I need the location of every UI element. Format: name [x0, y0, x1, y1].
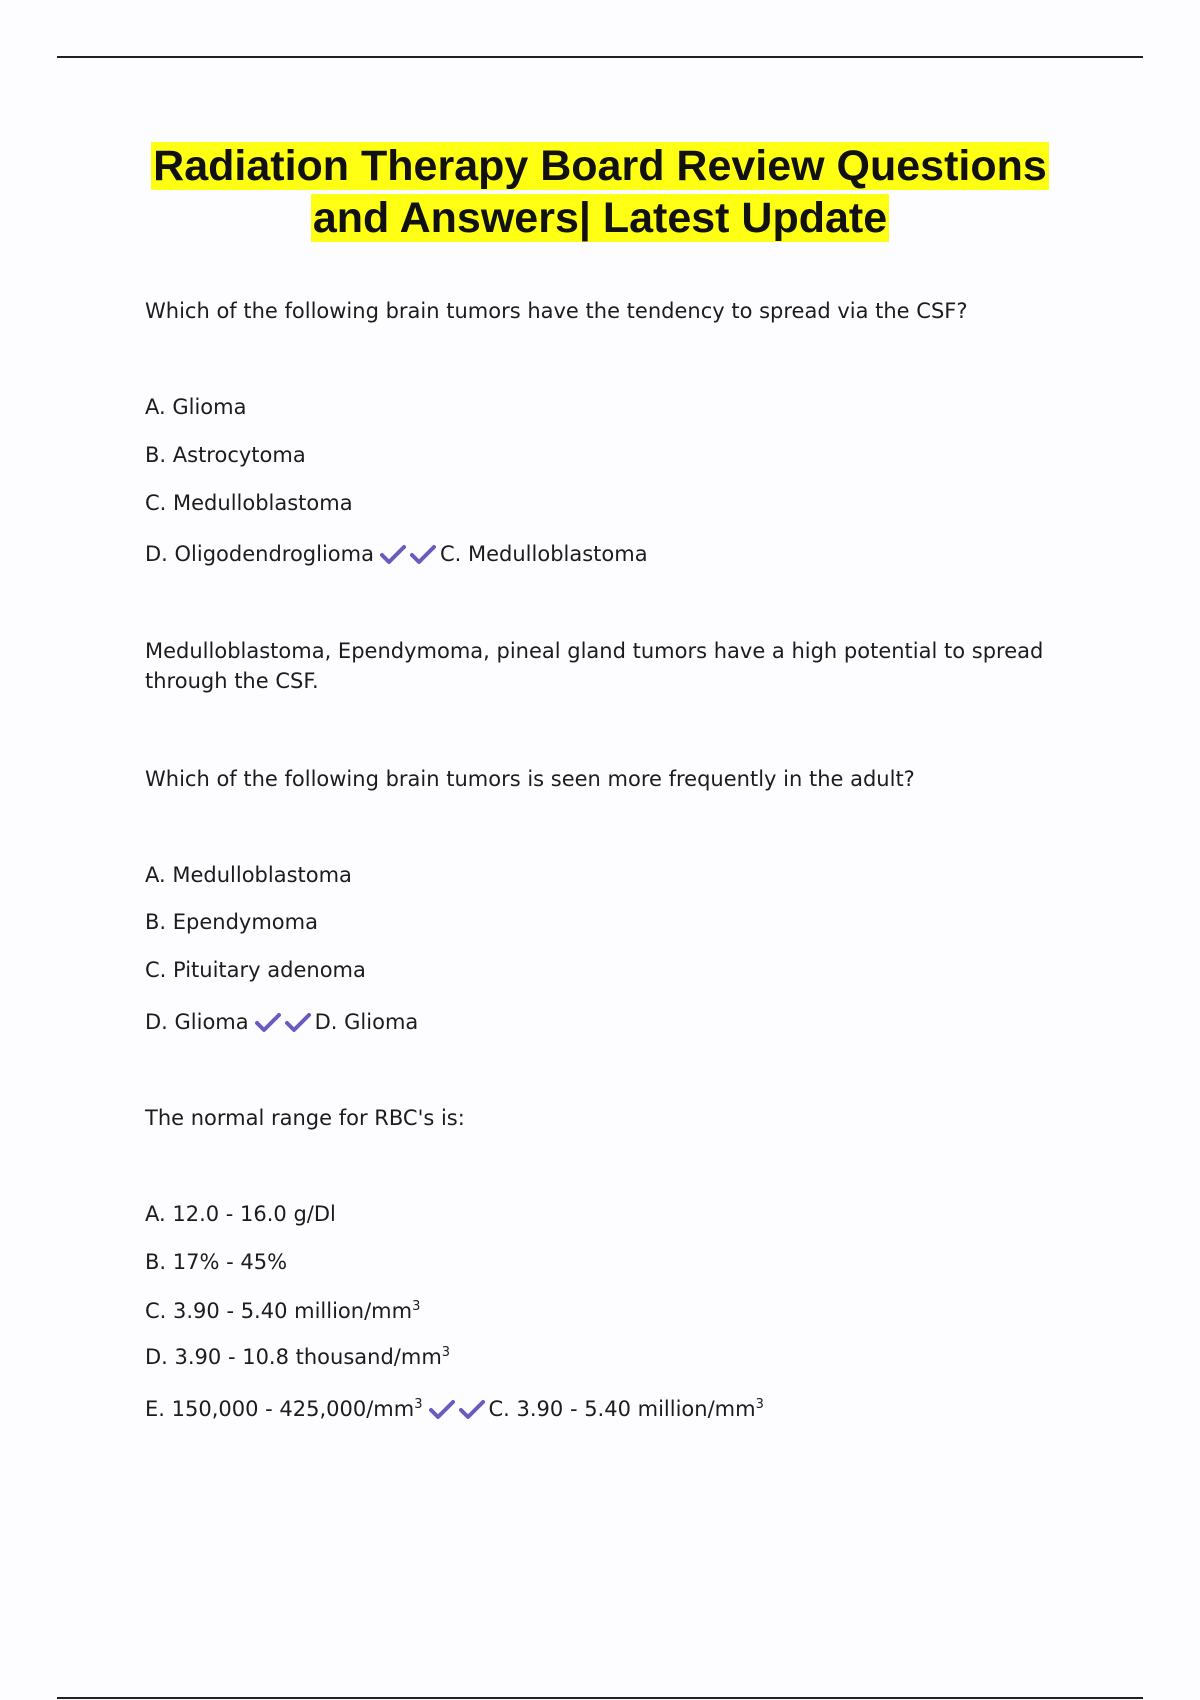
superscript: 3: [441, 1345, 451, 1360]
q1-option-c: C. Medulloblastoma: [145, 491, 353, 515]
q2-option-a: A. Medulloblastoma: [145, 863, 352, 887]
top-rule: [57, 56, 1143, 58]
check-icon: [380, 544, 406, 566]
check-icon: [459, 1399, 485, 1421]
q2-answer: D. Glioma: [314, 1010, 419, 1034]
check-icon: [410, 544, 436, 566]
check-icon: [429, 1399, 455, 1421]
question-2-text: Which of the following brain tumors is seen more frequently in the adult?: [145, 767, 915, 791]
check-icon: [285, 1012, 311, 1034]
q1-option-a: A. Glioma: [145, 395, 247, 419]
superscript: 3: [755, 1397, 764, 1412]
q3-option-d: D. 3.90 - 10.8 thousand/mm: [145, 1345, 442, 1369]
q3-option-b: B. 17% - 45%: [145, 1250, 288, 1274]
superscript: 3: [414, 1397, 423, 1412]
question-1-text: Which of the following brain tumors have the tendency to spread via the CSF?: [145, 299, 968, 323]
q1-explanation: Medulloblastoma, Ependymoma, pineal gland tumors have a high potential to spread through the CSF.: [145, 639, 1044, 693]
q3-answer: C. 3.90 - 5.40 million/mm: [488, 1397, 756, 1421]
question-3-text: The normal range for RBC's is:: [145, 1106, 465, 1130]
title-line-2: and Answers| Latest Update: [312, 194, 888, 242]
q1-answer: C. Medulloblastoma: [439, 542, 648, 566]
check-icon: [255, 1012, 281, 1034]
q1-option-d: D. Oligodendroglioma: [145, 542, 374, 566]
q2-option-c: C. Pituitary adenoma: [145, 958, 366, 982]
q3-option-a: A. 12.0 - 16.0 g/Dl: [145, 1202, 336, 1226]
bottom-rule: [57, 1697, 1143, 1699]
q1-option-b: B. Astrocytoma: [145, 443, 306, 467]
page-title: [0, 140, 1200, 244]
q2-option-b: B. Ependymoma: [145, 910, 318, 934]
q2-option-d: D. Glioma: [145, 1010, 249, 1034]
q3-option-c: C. 3.90 - 5.40 million/mm: [145, 1299, 413, 1323]
q3-option-e-line: [145, 1394, 764, 1424]
q3-option-c-line: [145, 1296, 420, 1326]
superscript: 3: [412, 1299, 421, 1314]
title-line-1: Radiation Therapy Board Review Questions: [153, 142, 1047, 190]
q3-option-d-line: [145, 1342, 450, 1372]
q3-option-e: E. 150,000 - 425,000/mm: [145, 1397, 415, 1421]
q1-option-d-line: [145, 539, 648, 569]
q2-option-d-line: [145, 1007, 418, 1037]
